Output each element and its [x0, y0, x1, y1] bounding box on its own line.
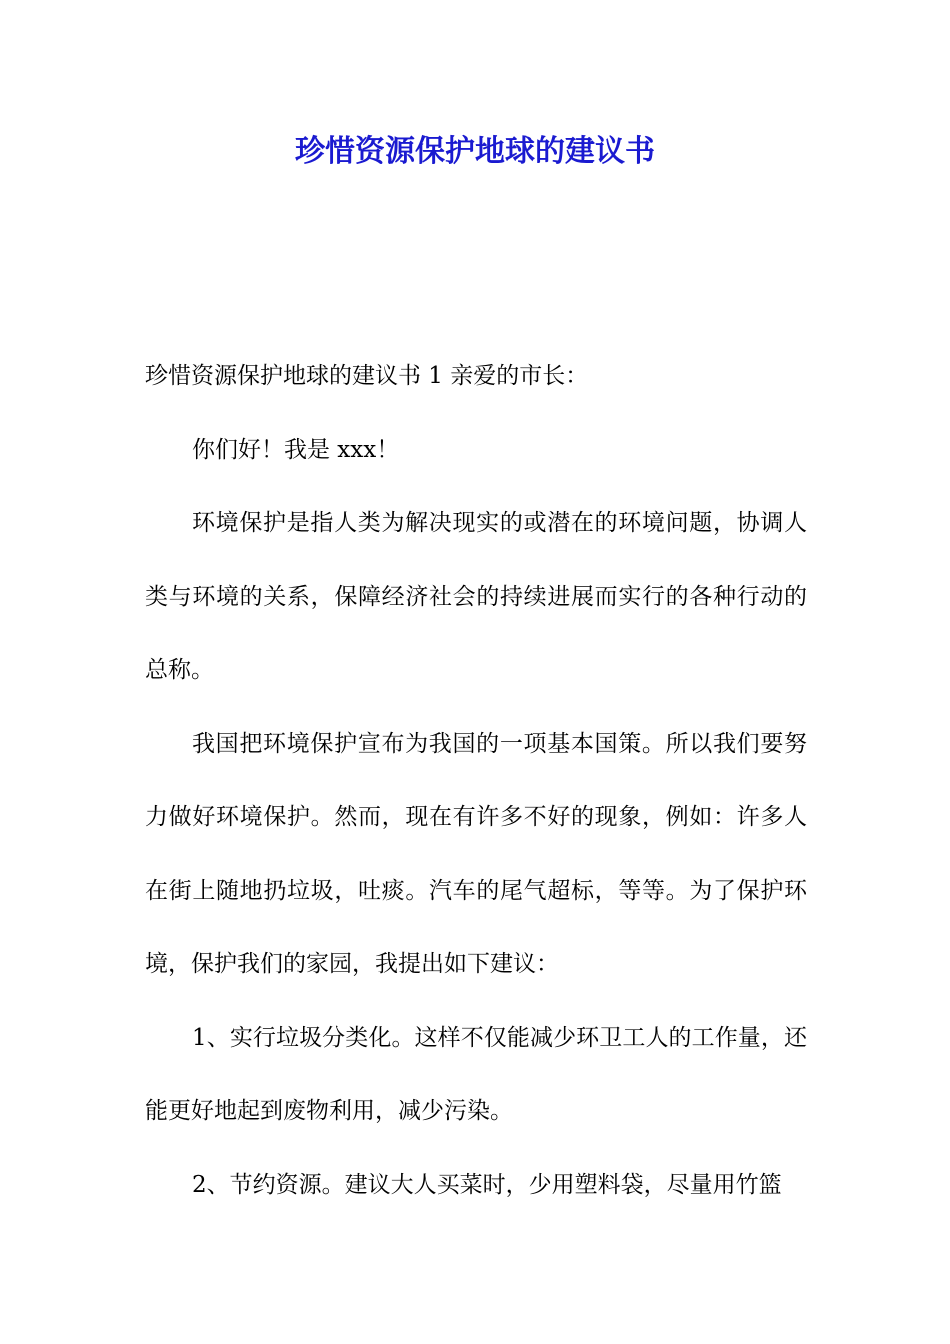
paragraph-greeting: 你们好！我是 xxx！: [192, 436, 400, 463]
paragraph-suggestion-2: 2、节约资源。建议大人买菜时，少用塑料袋，尽量用竹篮: [192, 1171, 782, 1198]
paragraph-suggestion-1: 1、实行垃圾分类化。这样不仅能减少环卫工人的工作量，还能更好地起到废物利用，减少污染。: [145, 1024, 807, 1124]
document-title: 珍惜资源保护地球的建议书: [295, 134, 655, 169]
paragraph-problems: 我国把环境保护宣布为我国的一项基本国策。所以我们要努力做好环境保护。然而，现在有许多不好的现象，例如：许多人在街上随地扔垃圾，吐痰。汽车的尾气超标，等等。为了保护环境，保护我们的家园，我提出如下建议：: [145, 730, 807, 977]
document-body: [145, 340, 807, 1222]
paragraph-salutation: 珍惜资源保护地球的建议书 1 亲爱的市长：: [145, 363, 589, 389]
paragraph-definition: 环境保护是指人类为解决现实的或潜在的环境问题，协调人类与环境的关系，保障经济社会的持续进展而实行的各种行动的总称。: [145, 510, 807, 683]
